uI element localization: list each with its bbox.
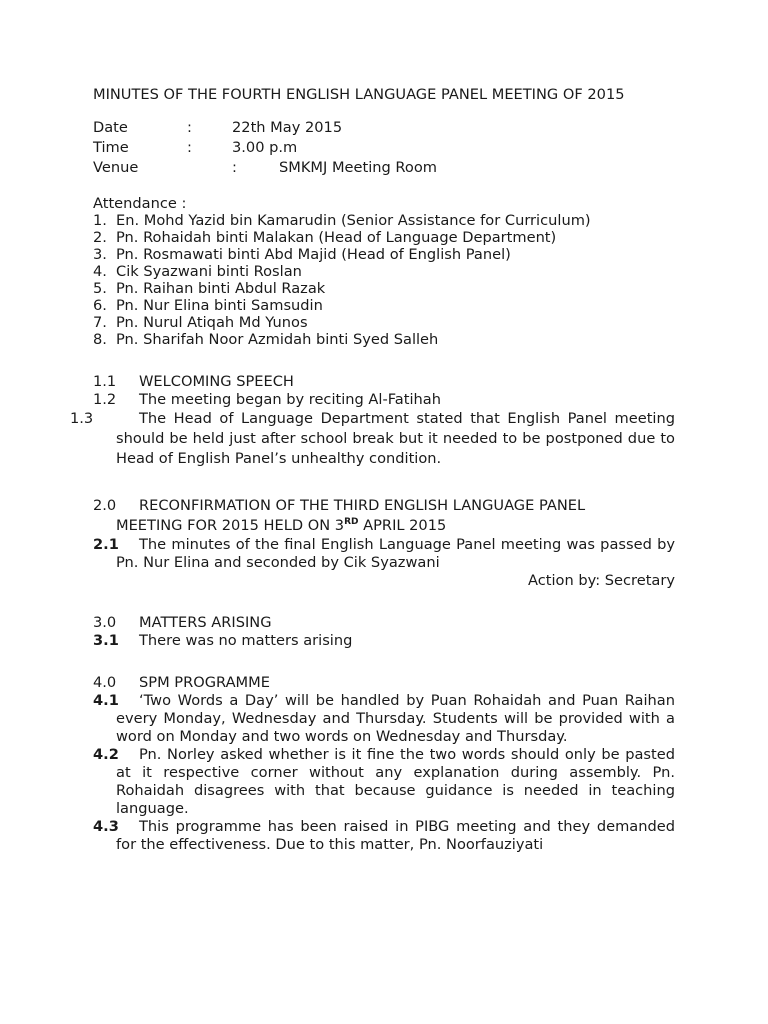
date-colon: : [187, 119, 192, 136]
section-reconfirmation [93, 496, 675, 590]
attendance-heading: Attendance : [93, 195, 187, 212]
list-number: 8. [93, 331, 107, 348]
item-text: The meeting began by reciting Al-Fatihah [139, 391, 441, 408]
section-heading [93, 674, 675, 692]
minute-item [93, 746, 675, 818]
item-text: The Head of Language Department stated that English Panel meeting should be held just after school break but it needed to be postponed due to Head of English Panel’s unhealthy condition. [116, 410, 675, 467]
item-number: 4.1 [93, 692, 119, 709]
section-spm-programme [93, 674, 675, 854]
minutes-content [70, 86, 675, 854]
section-number: 1.1 [93, 373, 117, 390]
section-heading [93, 373, 675, 391]
attendee-name: Pn. Rohaidah binti Malakan (Head of Language Department) [116, 229, 557, 246]
item-number: 4.3 [93, 818, 119, 835]
section-title: SPM PROGRAMME [139, 674, 270, 691]
action-by: Action by: Secretary [528, 572, 675, 589]
section-title-line1: RECONFIRMATION OF THE THIRD ENGLISH LANGUAGE PANEL [139, 497, 586, 514]
time-value: 3.00 p.m [232, 139, 298, 156]
list-number: 2. [93, 229, 107, 246]
item-text: ‘Two Words a Day’ will be handled by Puan Rohaidah and Puan Raihan every Monday, Wednesday and Thursday. Students will be provided with a word on Monday and two words on Wednesday and Thursday. [116, 692, 675, 745]
minute-item [93, 632, 675, 650]
list-item [93, 212, 675, 229]
time-colon: : [187, 139, 192, 156]
section-matters-arising [93, 614, 675, 650]
item-text: Pn. Norley asked whether is it fine the two words should only be pasted at it respective corner without any explanation during assembly. Pn. Rohaidah disagrees with that because guidance is needed in teaching language. [116, 746, 675, 817]
venue-label: Venue [93, 159, 139, 176]
item-number: 3.1 [93, 632, 119, 649]
date-row [93, 118, 675, 138]
section-number: 4.0 [93, 674, 117, 691]
attendee-name: Pn. Raihan binti Abdul Razak [116, 280, 326, 297]
attendance-section [93, 195, 675, 348]
attendee-name: En. Mohd Yazid bin Kamarudin (Senior Assistance for Curriculum) [116, 212, 591, 229]
attendee-name: Pn. Nurul Atiqah Md Yunos [116, 314, 308, 331]
list-number: 1. [93, 212, 107, 229]
item-text: There was no matters arising [139, 632, 353, 649]
attendee-name: Pn. Nur Elina binti Samsudin [116, 297, 323, 314]
section-title-line2-end: APRIL 2015 [358, 517, 447, 534]
section-title: WELCOMING SPEECH [139, 373, 294, 390]
minute-item [70, 409, 675, 469]
section-number: 2.0 [93, 497, 117, 514]
ordinal-suffix: RD [344, 517, 359, 528]
time-row [93, 138, 675, 158]
list-item [93, 297, 675, 314]
minute-item [93, 818, 675, 854]
list-item [93, 331, 675, 348]
list-item [93, 314, 675, 331]
minute-item [93, 692, 675, 746]
list-number: 5. [93, 280, 107, 297]
section-heading-line [93, 496, 675, 516]
section-number: 3.0 [93, 614, 117, 631]
list-number: 4. [93, 263, 107, 280]
section-heading-continuation [93, 516, 675, 536]
date-value: 22th May 2015 [232, 119, 343, 136]
list-item [93, 263, 675, 280]
meeting-details [93, 118, 675, 178]
list-number: 6. [93, 297, 107, 314]
minute-item [93, 391, 675, 409]
list-item [93, 229, 675, 246]
section-title-line2: MEETING FOR 2015 HELD ON 3 [116, 517, 345, 534]
item-number: 2.1 [93, 536, 119, 553]
list-number: 7. [93, 314, 107, 331]
item-text: The minutes of the final English Language Panel meeting was passed by Pn. Nur Elina and seconded by Cik Syazwani [116, 536, 675, 571]
item-number: 4.2 [93, 746, 119, 763]
item-number: 1.3 [70, 410, 94, 427]
item-text: This programme has been raised in PIBG meeting and they demanded for the effectiveness. Due to this matter, Pn. Noorfauziyati [116, 818, 675, 853]
list-number: 3. [93, 246, 107, 263]
attendance-list [93, 212, 675, 348]
date-label: Date [93, 119, 128, 136]
venue-value: SMKMJ Meeting Room [279, 159, 437, 176]
section-welcoming-speech [70, 373, 675, 469]
attendee-name: Cik Syazwani binti Roslan [116, 263, 302, 280]
venue-row [93, 158, 675, 178]
attendee-name: Pn. Rosmawati binti Abd Majid (Head of English Panel) [116, 246, 511, 263]
section-title: MATTERS ARISING [139, 614, 272, 631]
venue-colon: : [232, 159, 237, 176]
time-label: Time [93, 139, 129, 156]
section-heading [93, 496, 675, 536]
item-number: 1.2 [93, 391, 117, 408]
minute-item [93, 536, 675, 572]
attendee-name: Pn. Sharifah Noor Azmidah binti Syed Salleh [116, 331, 439, 348]
list-item [93, 280, 675, 297]
section-heading [93, 614, 675, 632]
list-item [93, 246, 675, 263]
document-title: MINUTES OF THE FOURTH ENGLISH LANGUAGE PANEL MEETING OF 2015 [93, 86, 625, 103]
